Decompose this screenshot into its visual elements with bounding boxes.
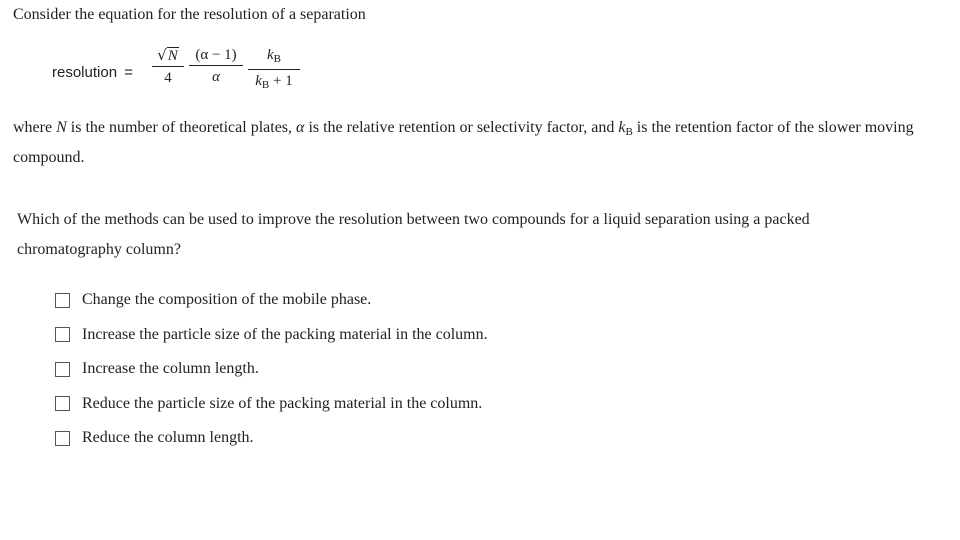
variable-k: k — [266, 47, 274, 63]
intro-text: Consider the equation for the resolution of a separation — [13, 6, 366, 23]
fraction-alpha — [189, 46, 243, 86]
fraction-denominator: α — [212, 69, 220, 85]
checkbox[interactable] — [55, 396, 70, 411]
question-text: Which of the methods can be used to improve the resolution between two compounds for a liquid separation using a packed chromatography column? — [17, 211, 810, 258]
where-text: is the retention factor of the slower moving compound. — [13, 119, 914, 166]
fraction-denominator — [248, 72, 300, 94]
plus-one: + 1 — [269, 73, 293, 89]
option-label: Reduce the particle size of the packing material in the column. — [82, 394, 483, 412]
option-label: Reduce the column length. — [82, 429, 254, 447]
equals-sign: = — [124, 64, 133, 81]
option-label: Change the composition of the mobile phase. — [82, 291, 372, 309]
variable-n: N — [167, 48, 178, 64]
option-increase-column-length[interactable] — [55, 352, 755, 387]
option-reduce-particle-size[interactable] — [55, 387, 755, 422]
fraction-numerator: (α − 1) — [195, 47, 237, 63]
fraction-bar — [248, 69, 300, 70]
subscript-b: B — [273, 53, 281, 65]
variable-definitions — [13, 115, 933, 171]
option-change-mobile-phase[interactable] — [55, 283, 755, 318]
where-text: is the number of theoretical plates, — [66, 119, 297, 136]
where-text: where — [13, 119, 57, 136]
resolution-equation — [52, 46, 312, 100]
subscript-b: B — [261, 79, 270, 91]
fraction-sqrt-n-over-4 — [152, 46, 184, 87]
subscript-b: B — [625, 126, 633, 138]
checkbox[interactable] — [55, 327, 70, 342]
answer-options — [55, 283, 755, 456]
fraction-numerator — [248, 46, 300, 68]
where-text: is the relative retention or selectivity factor, and — [304, 119, 619, 136]
sqrt-n — [157, 46, 179, 65]
fraction-kb — [248, 46, 300, 94]
fraction-denominator: 4 — [164, 70, 172, 86]
checkbox[interactable] — [55, 431, 70, 446]
fraction-bar — [152, 66, 184, 67]
variable-k: k — [255, 73, 262, 89]
variable-n: N — [56, 119, 67, 136]
option-increase-particle-size[interactable] — [55, 318, 755, 353]
fraction-numerator — [152, 46, 184, 65]
option-label: Increase the column length. — [82, 360, 259, 378]
variable-alpha: α — [296, 119, 305, 136]
option-reduce-column-length[interactable] — [55, 421, 755, 456]
checkbox[interactable] — [55, 293, 70, 308]
fraction-bar — [189, 65, 243, 66]
checkbox[interactable] — [55, 362, 70, 377]
equation-label — [52, 63, 133, 83]
equation-label-text: resolution — [52, 64, 118, 81]
sqrt-icon: √ — [157, 46, 167, 64]
variable-k: k — [618, 119, 626, 136]
option-label: Increase the particle size of the packing material in the column. — [82, 325, 488, 343]
